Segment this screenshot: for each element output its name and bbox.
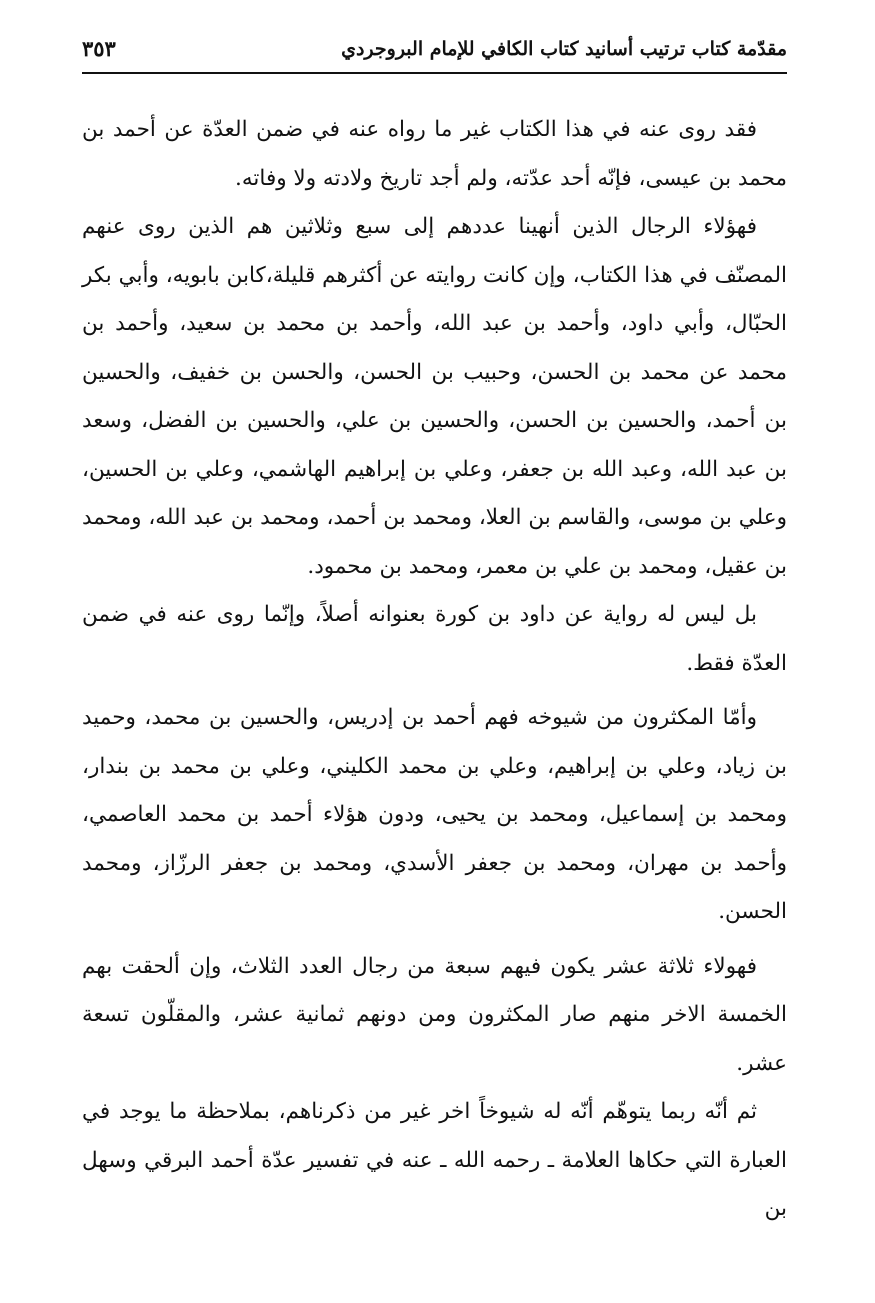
- paragraph-5: فهولاء ثلاثة عشر يكون فيهم سبعة من رجال العدد الثلاث، وإن ألحقت بهم الخمسة الاخر منهم صار المكثرون ومن دونهم ثمانية عشر، والمقلّون تسعة عشر.: [82, 953, 787, 1076]
- page-number: ٣٥٣: [82, 36, 116, 61]
- body-text: [82, 106, 787, 1234]
- page-header: [82, 32, 787, 74]
- paragraph-2: فهؤلاء الرجال الذين أنهينا عددهم إلى سبع وثلاثين هم الذين روى عنهم المصنّف في هذا الكتاب، وإن كانت روايته عن أكثرهم قليلة،كابن بابويه، وأبي بكر الحبّال، وأبي داود، وأحمد بن عبد الله، وأحمد بن محمد بن سعيد، وأحمد بن محمد عن محمد بن الحسن، وحبيب بن الحسن، والحسن بن خفيف، والحسين بن أحمد، والحسين بن الحسن، والحسين بن علي، والحسين بن الفضل، وسعد بن عبد الله، وعبد الله بن جعفر، وعلي بن إبراهيم الهاشمي، وعلي بن الحسين، وعلي بن موسى، والقاسم بن العلا، ومحمد بن أحمد، ومحمد بن عبد الله، ومحمد بن عقيل، ومحمد بن علي بن معمر، ومحمد بن محمود.: [82, 214, 787, 579]
- paragraph-1: فقد روى عنه في هذا الكتاب غير ما رواه عنه في ضمن العدّة عن أحمد بن محمد بن عيسى، فإنّه أحد عدّته، ولم أجد تاريخ ولادته ولا وفاته.: [82, 117, 787, 191]
- paragraph-4: وأمّا المكثرون من شيوخه فهم أحمد بن إدريس، والحسين بن محمد، وحميد بن زياد، وعلي بن إبراهيم، وعلي بن محمد الكليني، وعلي بن محمد بن بندار، ومحمد بن إسماعيل، ومحمد بن يحيى، ودون هؤلاء أحمد بن محمد العاصمي، وأحمد بن مهران، ومحمد بن جعفر الأسدي، ومحمد بن جعفر الرزّاز، ومحمد الحسن.: [82, 705, 787, 924]
- running-title: مقدّمة كتاب ترتيب أسانيد كتاب الكافي للإمام البروجردي: [341, 38, 787, 60]
- paragraph-3: بل ليس له رواية عن داود بن كورة بعنوانه أصلاً، وإنّما روى عنه في ضمن العدّة فقط.: [82, 602, 787, 676]
- paragraph-6: ثم أنّه ربما يتوهّم أنّه له شيوخاً اخر غير من ذكرناهم، بملاحظة ما يوجد في العبارة التي حكاها العلامة ـ رحمه الله ـ عنه في تفسير عدّة أحمد البرقي وسهل بن: [82, 1099, 787, 1221]
